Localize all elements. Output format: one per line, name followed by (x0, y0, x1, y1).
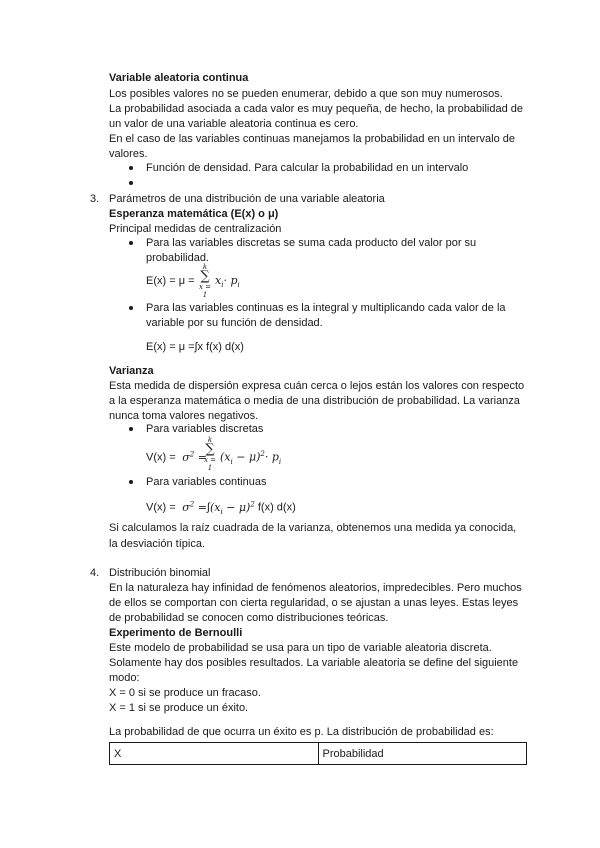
probability-table (109, 742, 527, 765)
varianza-paragraph-2: a la esperanza matemática o media de una distribución de probabilidad. La varianza (109, 395, 520, 407)
esperanza-formula-continuous: E(x) = μ =∫x f(x) d(x) (146, 341, 244, 353)
sigma-squared: $\sigma^2$ = (178, 450, 207, 464)
bullet-icon (129, 241, 133, 245)
binomial-paragraph-2: de ellos se comportan con cierta regularidad, o se ajustan a unas leyes. Estas leyes (109, 597, 519, 609)
continua-bullet-1: Función de densidad. Para calcular la probabilidad en un intervalo (146, 162, 469, 174)
varianza-paragraph-3: nunca toma valores negativos. (109, 410, 259, 422)
formula-lhs: V(x) = (146, 501, 176, 514)
bullet-icon (129, 480, 133, 484)
continua-paragraph-1: Los posibles valores no se pueden enumerar, debido a que son muy numerosos. (109, 88, 503, 100)
probability-intro: La probabilidad de que ocurra un éxito es p. La distribución de probabilidad es: (109, 726, 494, 738)
continua-paragraph-3a: En el caso de las variables continuas manejamos la probabilidad en un intervalo de (109, 133, 516, 145)
esperanza-bullet-2b: variable por su función de densidad. (146, 317, 323, 329)
bernoulli-paragraph-1: Este modelo de probabilidad se usa para un tipo de variable aleatoria discreta. (109, 642, 492, 654)
formula-lhs: V(x) = (146, 451, 176, 464)
bernoulli-x0: X = 0 si se produce un fracaso. (109, 687, 261, 699)
sigma-squared: $\sigma^2$ = (178, 500, 207, 514)
summation-icon: k ∑ x = 1 (203, 436, 217, 472)
varianza-paragraph-1: Esta medida de dispersión expresa cuán cerca o lejos están los valores con respecto (109, 380, 525, 392)
varianza-bullet-2: Para variables continuas (146, 476, 267, 488)
section-4-title: Distribución binomial (109, 567, 211, 579)
formula-lhs: E(x) = μ = (146, 275, 195, 287)
esperanza-bullet-1b: probabilidad. (146, 252, 209, 264)
varianza-formula-discrete (146, 446, 207, 466)
binomial-paragraph-1: En la naturaleza hay infinidad de fenómenos aleatorios, impredecibles. Pero muchos (109, 582, 522, 594)
esperanza-bullet-2a: Para las variables continuas es la integral y multiplicando cada valor de la (146, 302, 506, 314)
esperanza-heading: Esperanza matemática (E(x) o μ) (109, 208, 279, 220)
bernoulli-paragraph-2: Solamente hay dos posibles resultados. La variable aleatoria se define del siguiente (109, 657, 519, 669)
bernoulli-x1: X = 1 si se produce un éxito. (109, 702, 249, 714)
bullet-icon (129, 166, 133, 170)
integral-icon: ∫ (206, 501, 210, 514)
formula-variance-integrand: $(x_i - \mu)^2$ (209, 500, 255, 516)
bernoulli-heading: Experimento de Bernoulli (109, 627, 243, 639)
varianza-formula-continuous: $V(x) = \sigma^2 =\int(x_i - \mu)^2$ f(x) d(x) (146, 500, 296, 516)
bernoulli-paragraph-3: modo: (109, 672, 140, 684)
bullet-icon (129, 427, 133, 431)
desviacion-paragraph-1: Si calculamos la raíz cuadrada de la varianza, obtenemos una medida ya conocida, (109, 522, 517, 534)
continua-heading: Variable aleatoria continua (109, 72, 249, 84)
formula-variance-term: $(x_i - \mu)^2\cdot p_i$ (220, 450, 282, 466)
varianza-bullet-1: Para variables discretas (146, 423, 264, 435)
continua-paragraph-3b: valores. (109, 148, 148, 160)
table-row (110, 743, 527, 765)
section-4-number: 4. (90, 567, 100, 579)
desviacion-paragraph-2: la desviación típica. (109, 538, 205, 550)
section-3-title: Parámetros de una distribución de una variable aleatoria (109, 193, 385, 205)
continua-paragraph-2a: La probabilidad asociada a cada valor es muy pequeña, de hecho, la probabilidad de (109, 103, 524, 115)
continua-paragraph-2b: un valor de una variable aleatoria continua es cero. (109, 118, 359, 130)
formula-sum-term: $x_i\cdot p_i$ (215, 274, 240, 290)
bullet-icon (129, 181, 133, 185)
table-header-probabilidad: Probabilidad (318, 743, 527, 765)
summation-icon: k ∑ x = 1 (198, 263, 212, 299)
binomial-paragraph-3: de probabilidad se conocen como distribuciones teóricas. (109, 612, 389, 624)
varianza-heading: Varianza (109, 365, 154, 377)
esperanza-formula-discrete (146, 273, 195, 289)
esperanza-subtitle: Principal medidas de centralización (109, 223, 282, 235)
table-header-x: X (110, 743, 319, 765)
section-3-number: 3. (90, 193, 100, 205)
bullet-icon (129, 306, 133, 310)
esperanza-bullet-1a: Para las variables discretas se suma cada producto del valor por su (146, 237, 477, 249)
